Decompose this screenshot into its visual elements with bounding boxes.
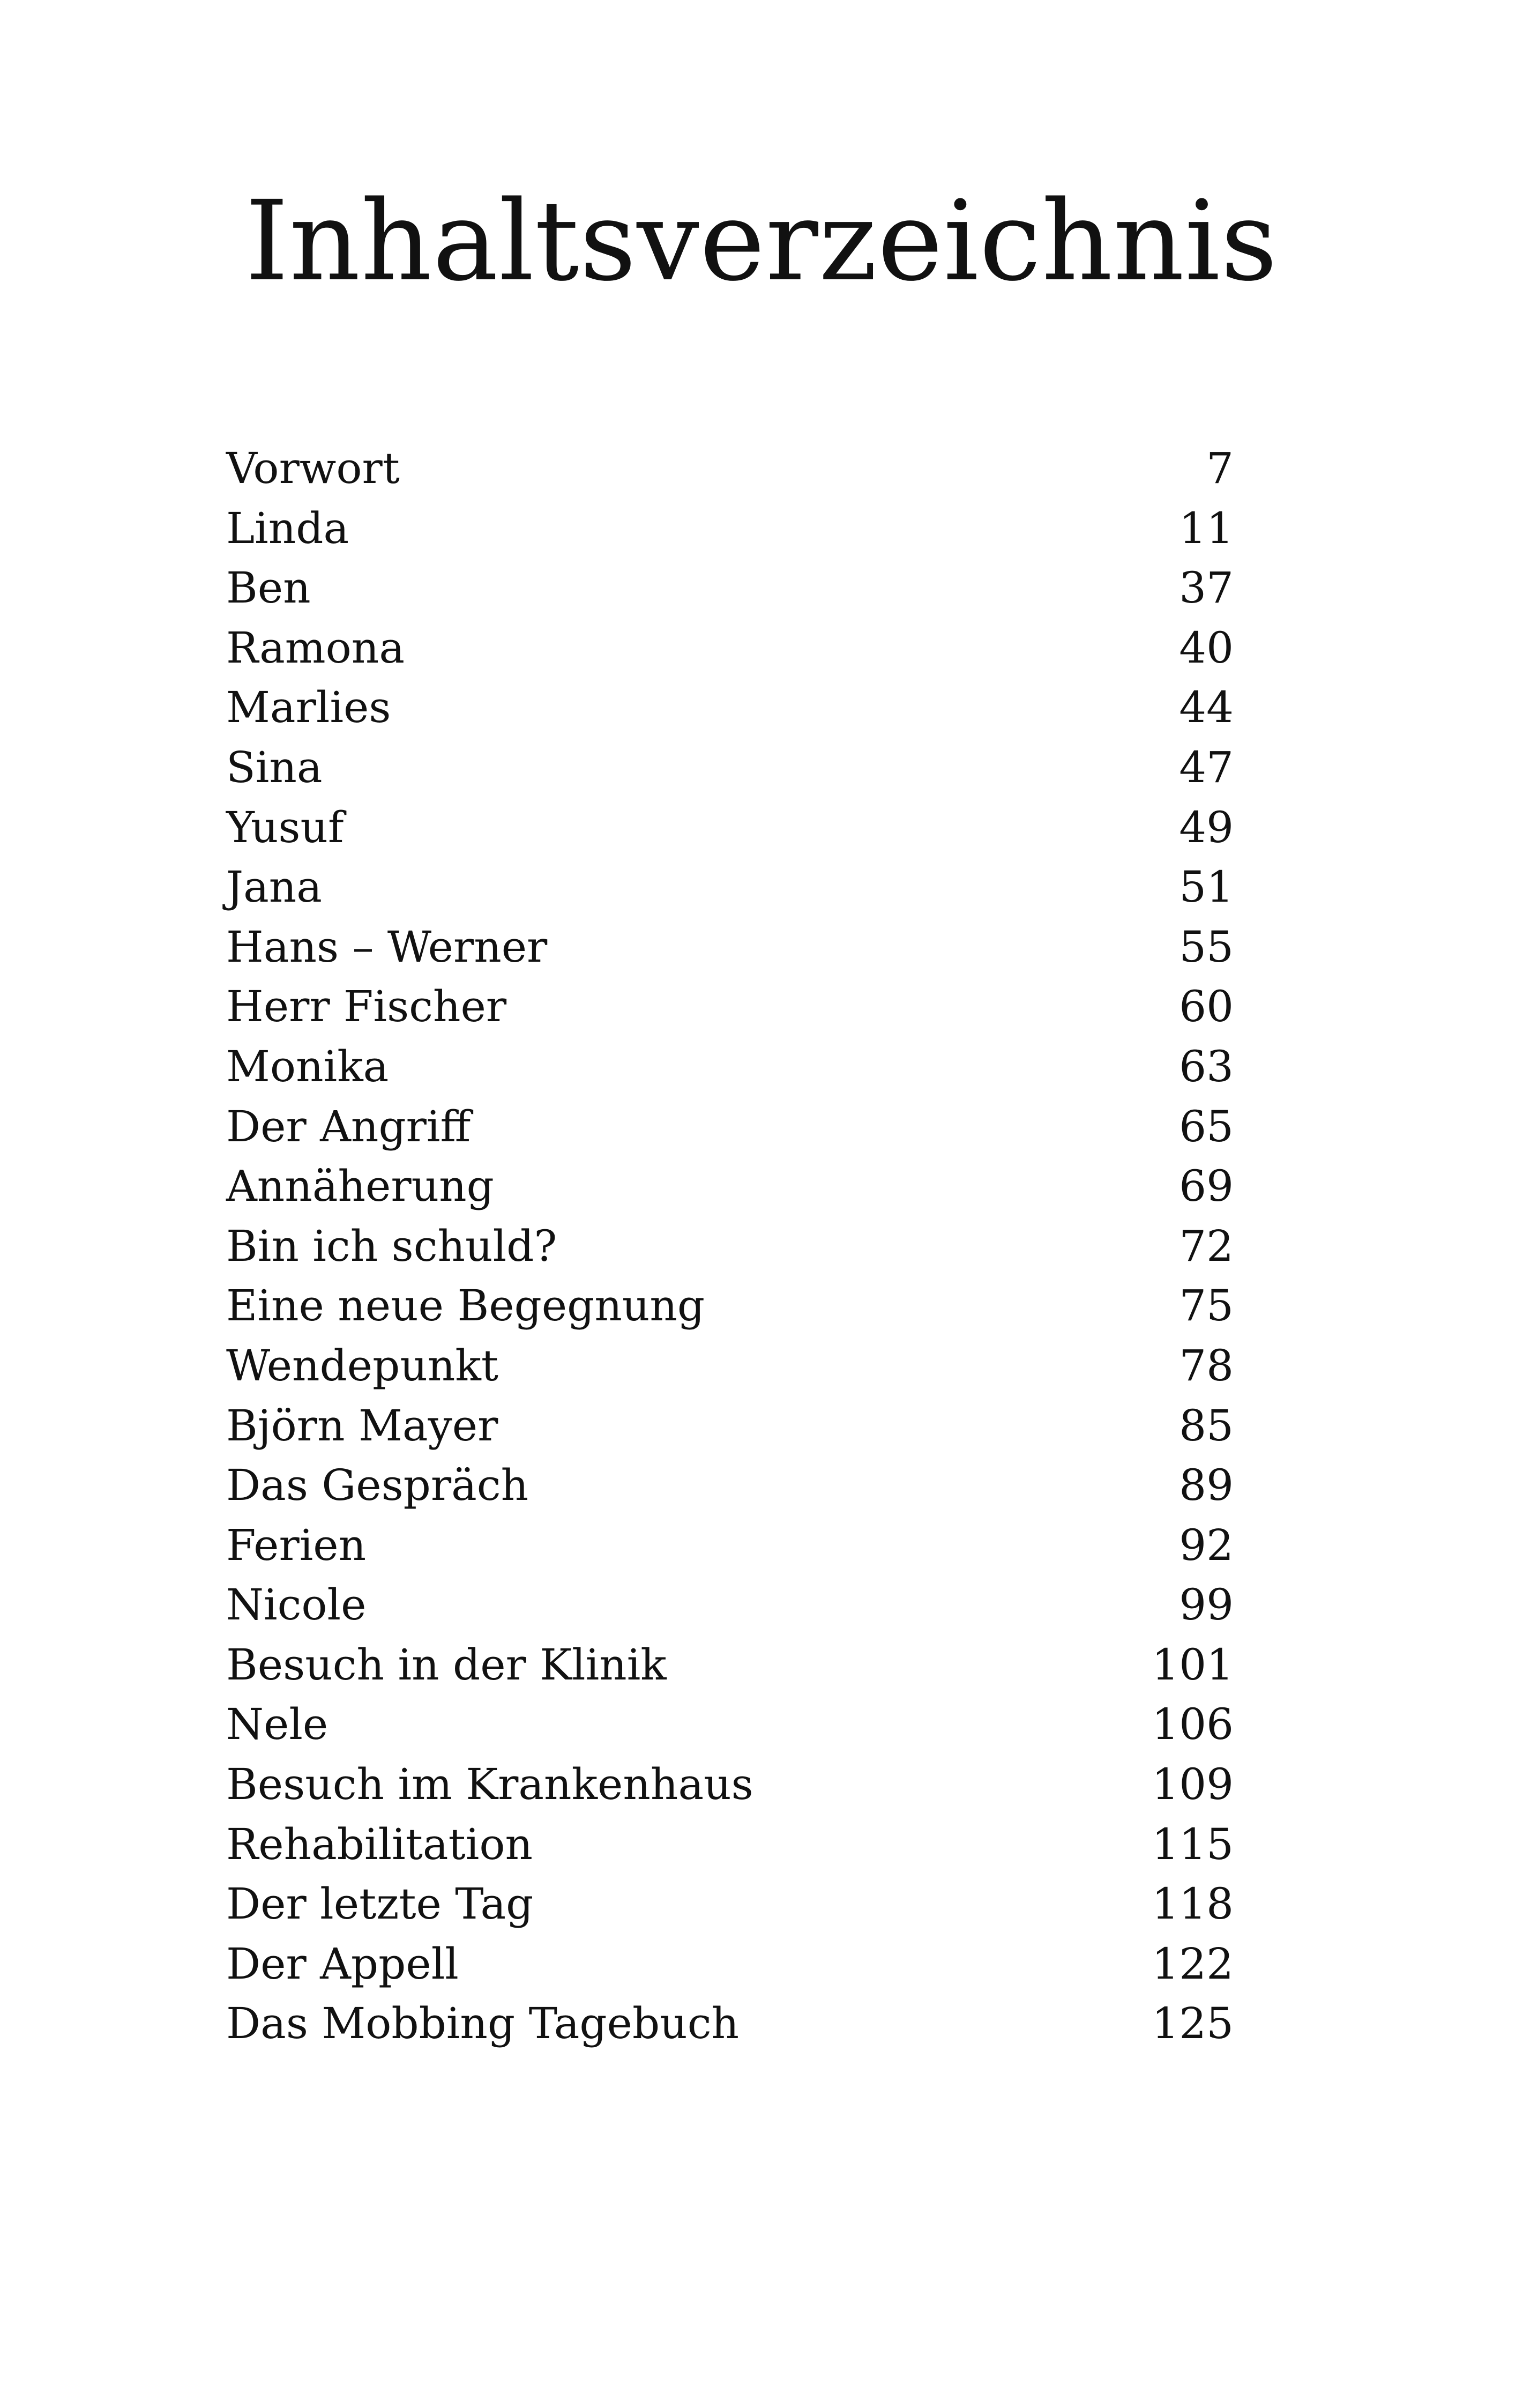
toc-entry: [226, 558, 1234, 618]
toc-entry: [226, 1156, 1234, 1216]
toc-entry-title: Monika: [226, 1041, 389, 1091]
toc-entry-page: 69: [1179, 1161, 1234, 1212]
toc-entry-title: Eine neue Begegnung: [226, 1281, 705, 1331]
toc-entry-page: 37: [1179, 563, 1234, 613]
toc-entry: [226, 1815, 1234, 1875]
toc-entry-page: 49: [1179, 802, 1234, 852]
toc-entry-page: 89: [1179, 1460, 1234, 1511]
toc-entry-title: Björn Mayer: [226, 1400, 498, 1451]
toc-entry: [226, 1396, 1234, 1456]
toc-entry: [226, 1994, 1234, 2054]
toc-entry-page: 60: [1179, 982, 1234, 1032]
toc-entry-page: 63: [1179, 1041, 1234, 1091]
table-of-contents: [226, 439, 1234, 2054]
toc-entry-title: Bin ich schuld?: [226, 1221, 557, 1271]
toc-entry-page: 78: [1179, 1340, 1234, 1391]
toc-entry: [226, 1276, 1234, 1336]
toc-entry-title: Jana: [226, 862, 322, 912]
toc-entry-title: Ramona: [226, 622, 405, 673]
toc-entry: [226, 499, 1234, 559]
toc-entry: [226, 1755, 1234, 1815]
toc-entry-page: 44: [1179, 682, 1234, 733]
toc-entry: [226, 618, 1234, 678]
toc-entry-page: 118: [1152, 1879, 1234, 1929]
toc-entry-title: Nele: [226, 1699, 329, 1750]
toc-entry-title: Besuch in der Klinik: [226, 1639, 667, 1690]
toc-entry-title: Linda: [226, 503, 349, 553]
toc-entry-title: Der Angriff: [226, 1101, 471, 1151]
toc-entry-title: Das Gespräch: [226, 1460, 529, 1511]
toc-entry-title: Das Mobbing Tagebuch: [226, 1998, 740, 2049]
toc-entry-page: 122: [1152, 1938, 1234, 1989]
toc-entry: [226, 917, 1234, 977]
toc-entry-title: Vorwort: [226, 443, 400, 493]
toc-entry-page: 92: [1179, 1520, 1234, 1570]
toc-entry-title: Besuch im Krankenhaus: [226, 1759, 753, 1810]
toc-entry-page: 99: [1179, 1580, 1234, 1630]
toc-entry-page: 115: [1152, 1819, 1234, 1869]
toc-entry-title: Wendepunkt: [226, 1340, 499, 1391]
toc-entry: [226, 1934, 1234, 1994]
toc-entry-page: 40: [1179, 622, 1234, 673]
toc-entry: [226, 1336, 1234, 1396]
toc-entry-page: 106: [1152, 1699, 1234, 1750]
page-title: Inhaltsverzeichnis: [245, 177, 1278, 306]
toc-entry-page: 72: [1179, 1221, 1234, 1271]
toc-entry: [226, 1515, 1234, 1575]
toc-entry: [226, 857, 1234, 917]
toc-entry-title: Sina: [226, 742, 323, 792]
toc-entry-title: Der letzte Tag: [226, 1879, 534, 1929]
toc-entry-page: 11: [1179, 503, 1234, 553]
toc-entry: [226, 798, 1234, 858]
toc-entry: [226, 1694, 1234, 1755]
toc-entry-page: 7: [1206, 443, 1234, 493]
toc-entry: [226, 1575, 1234, 1635]
toc-entry-page: 51: [1179, 862, 1234, 912]
toc-entry: [226, 1455, 1234, 1515]
toc-entry-title: Der Appell: [226, 1938, 459, 1989]
toc-entry: [226, 738, 1234, 798]
toc-entry-title: Herr Fischer: [226, 982, 507, 1032]
toc-entry: [226, 1635, 1234, 1695]
toc-entry: [226, 1037, 1234, 1097]
toc-entry-title: Yusuf: [226, 802, 344, 852]
toc-entry-page: 65: [1179, 1101, 1234, 1151]
toc-entry-title: Nicole: [226, 1580, 367, 1630]
toc-entry-page: 55: [1179, 921, 1234, 972]
toc-entry: [226, 1216, 1234, 1276]
toc-entry: [226, 678, 1234, 738]
toc-entry-title: Marlies: [226, 682, 391, 733]
toc-entry: [226, 1874, 1234, 1934]
toc-entry-page: 85: [1179, 1400, 1234, 1451]
toc-entry-page: 101: [1152, 1639, 1234, 1690]
toc-entry-title: Rehabilitation: [226, 1819, 533, 1869]
toc-entry-page: 75: [1179, 1281, 1234, 1331]
toc-entry-title: Ferien: [226, 1520, 367, 1570]
toc-entry-title: Hans – Werner: [226, 921, 548, 972]
toc-entry: [226, 977, 1234, 1037]
toc-entry-page: 47: [1179, 742, 1234, 792]
toc-entry: [226, 439, 1234, 499]
toc-entry: [226, 1097, 1234, 1157]
toc-entry-title: Ben: [226, 563, 311, 613]
toc-entry-page: 125: [1152, 1998, 1234, 2049]
toc-entry-page: 109: [1152, 1759, 1234, 1810]
toc-entry-title: Annäherung: [226, 1161, 494, 1212]
